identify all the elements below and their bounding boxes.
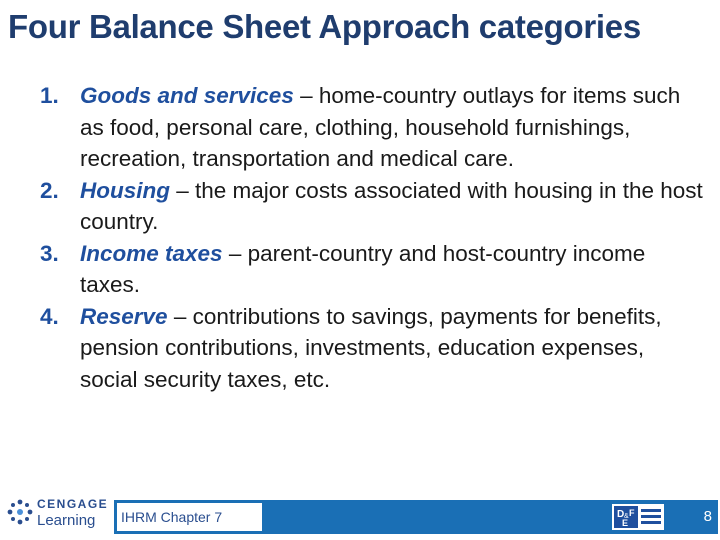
dfe-letter-d: D xyxy=(617,509,625,520)
category-term: Goods and services xyxy=(80,83,294,108)
category-term: Income taxes xyxy=(80,240,223,266)
slide-title: Four Balance Sheet Approach categories xyxy=(8,8,641,45)
dfe-letter-e: E xyxy=(622,518,629,528)
chapter-label: IHRM Chapter 7 xyxy=(117,503,262,531)
category-item-goods xyxy=(40,80,705,175)
logo-text-learning: Learning xyxy=(37,512,96,529)
category-term: Housing xyxy=(80,177,170,203)
category-list xyxy=(40,80,705,395)
category-term: Reserve xyxy=(80,303,168,329)
category-description: – home-country outlays for items such as food, personal care, clothing, household furnishings, recreation, transportation and medical care. xyxy=(80,83,681,171)
category-item-income-taxes xyxy=(40,238,705,301)
category-item-reserve xyxy=(40,301,705,396)
category-body xyxy=(80,80,705,175)
cengage-logo xyxy=(6,494,110,534)
category-number: 4. xyxy=(40,303,59,329)
dfe-letter-amp: & xyxy=(624,513,629,520)
category-description: – the major costs associated with housing in the host country. xyxy=(80,177,703,234)
category-description: – contributions to savings, payments for benefits, pension contributions, investments, education expenses, social security taxes, etc. xyxy=(80,303,662,392)
category-item-housing xyxy=(40,175,705,238)
page-number: 8 xyxy=(703,508,712,525)
category-body xyxy=(80,301,705,396)
category-body xyxy=(80,238,705,301)
category-description: – parent-country and host-country income taxes. xyxy=(80,240,646,297)
cengage-mark-icon xyxy=(6,498,34,526)
category-number: 2. xyxy=(40,177,59,203)
category-number: 1. xyxy=(40,83,59,108)
category-number: 3. xyxy=(40,240,59,266)
dfe-logo-icon xyxy=(612,504,664,530)
logo-text-cengage: CENGAGE xyxy=(37,497,109,511)
dfe-letter-f: F xyxy=(629,508,635,518)
category-body xyxy=(80,175,705,238)
